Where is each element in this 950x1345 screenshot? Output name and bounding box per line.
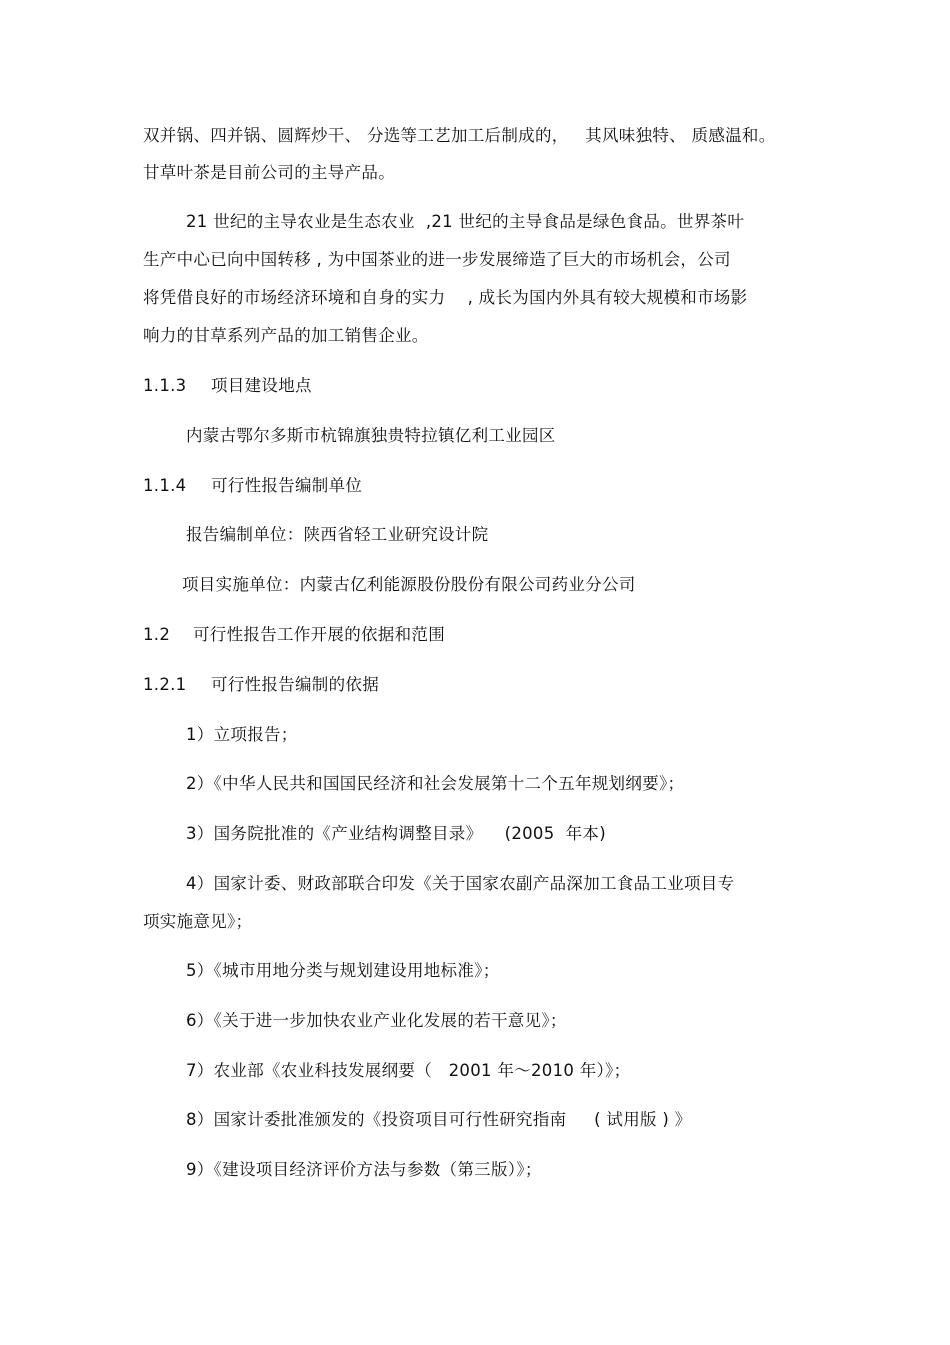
list-item: 4）国家计委、财政部联合印发《关于国家农副产品深加工食品工业项目专 (186, 874, 735, 893)
list-item: 7）农业部《农业科技发展纲要（ 2001 年～2010 年）》； (186, 1061, 631, 1080)
section-heading-1-1-3 (143, 375, 312, 397)
section-heading-1-2 (143, 624, 445, 646)
paragraph-line: 双并锅、四并锅、圆辉炒干、 分选等工艺加工后制成的， 其风味独特、 质感温和。 (143, 126, 776, 145)
project-location: 内蒙古鄂尔多斯市杭锦旗独贵特拉镇亿利工业园区 (186, 426, 556, 445)
section-number: 1.2.1 (143, 675, 187, 694)
section-title: 可行性报告工作开展的依据和范围 (193, 625, 445, 644)
section-number: 1.2 (143, 625, 171, 644)
list-item: 5）《城市用地分类与规划建设用地标准》； (186, 961, 500, 980)
list-item: 1）立项报告； (186, 725, 298, 744)
paragraph-line: 响力的甘草系列产品的加工销售企业。 (143, 326, 429, 345)
paragraph-line: 将凭借良好的市场经济环境和自身的实力 , 成长为国内外具有较大规模和市场影 (143, 288, 748, 307)
project-implementer: 项目实施单位：内蒙古亿利能源股份股份有限公司药业分公司 (182, 575, 636, 594)
list-item: 2）《中华人民共和国国民经济和社会发展第十二个五年规划纲要》； (186, 774, 685, 793)
section-title: 可行性报告编制单位 (211, 476, 363, 495)
section-number: 1.1.3 (143, 376, 187, 395)
list-item: 8）国家计委批准颁发的《投资项目可行性研究指南 ( 试用版 ) 》 (186, 1110, 692, 1129)
list-item: 9）《建设项目经济评价方法与参数（第三版）》； (186, 1160, 542, 1179)
paragraph-line: 21 世纪的主导农业是生态农业 ,21 世纪的主导食品是绿色食品。世界茶叶 (186, 212, 745, 231)
section-heading-1-1-4 (143, 475, 362, 497)
report-compiler: 报告编制单位：陕西省轻工业研究设计院 (186, 525, 489, 544)
section-heading-1-2-1 (143, 674, 379, 696)
list-item: 3）国务院批准的《产业结构调整目录》 (2005 年本) (186, 824, 606, 843)
paragraph-line: 甘草叶茶是目前公司的主导产品。 (143, 163, 395, 182)
section-title: 可行性报告编制的依据 (211, 675, 379, 694)
list-item: 6）《关于进一步加快农业产业化发展的若干意见》； (186, 1011, 567, 1030)
section-number: 1.1.4 (143, 476, 187, 495)
section-title: 项目建设地点 (211, 376, 312, 395)
list-item-continuation: 项实施意见》； (143, 912, 253, 931)
paragraph-line: 生产中心已向中国转移 , 为中国茶业的进一步发展缔造了巨大的市场机会，公司 (143, 250, 731, 269)
